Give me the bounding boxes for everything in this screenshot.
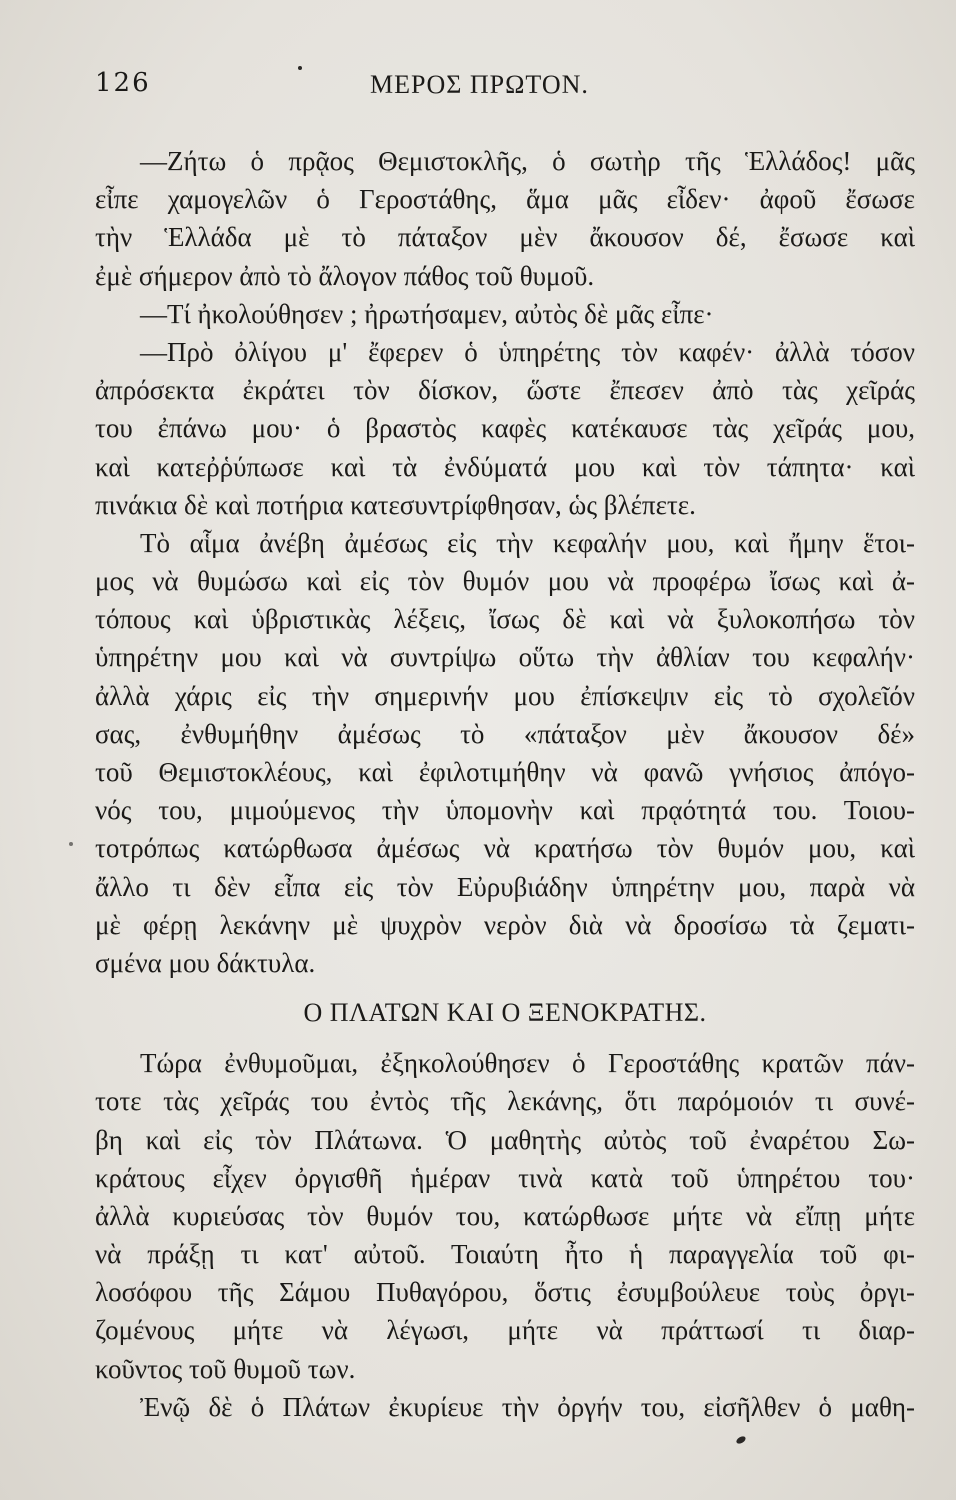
page-header xyxy=(95,68,835,108)
text-line: μὲ φέρῃ λεκάνην μὲ ψυχρὸν νερὸν διὰ νὰ δροσίσω τὰ ζεματι- xyxy=(95,909,915,940)
text-line: κράτους εἶχεν ὀργισθῆ ἡμέραν τινὰ κατὰ τοῦ ὑπηρέτου του· xyxy=(95,1162,915,1193)
section-heading: Ο ΠΛΑΤΩΝ ΚΑΙ Ο ΞΕΝΟΚΡΑΤΗΣ. xyxy=(303,998,707,1028)
body-text xyxy=(95,142,915,1426)
text-line: ἀλλὰ κυριεύσας τὸν θυμόν του, κατώρθωσε μήτε νὰ εἴπῃ μήτε xyxy=(95,1200,915,1231)
ink-speck xyxy=(735,1435,747,1445)
text-line: νὰ πράξῃ τι κατ' αὐτοῦ. Τοιαύτη ἦτο ἡ παραγγελία τοῦ φι- xyxy=(95,1239,915,1270)
text-line: Ἐνῷ δὲ ὁ Πλάτων ἐκυρίευε τὴν ὀργήν του, εἰσῆλθεν ὁ μαθη- xyxy=(140,1391,915,1422)
text-line: καὶ κατεῤῥύπωσε καὶ τὰ ἐνδύματά μου καὶ τὸν τάπητα· καὶ xyxy=(95,451,915,482)
text-line: ὑπηρέτην μου καὶ νὰ συντρίψω οὕτω τὴν ἀθλίαν του κεφαλήν· xyxy=(95,642,915,673)
text-line: Τώρα ἐνθυμοῦμαι, ἐξηκολούθησεν ὁ Γεροστάθης κρατῶν πάν- xyxy=(140,1048,915,1079)
text-line: τοῦ Θεμιστοκλέους, καὶ ἐφιλοτιμήθην νὰ φανῶ γνήσιος ἀπόγο- xyxy=(95,757,915,787)
text-line: εἶπε χαμογελῶν ὁ Γεροστάθης, ἅμα μᾶς εἶδεν· ἀφοῦ ἔσωσε xyxy=(95,184,915,215)
text-line: ζομένους μήτε νὰ λέγωσι, μήτε νὰ πράττωσί τι διαρ- xyxy=(95,1315,915,1346)
text-line: κοῦντος τοῦ θυμοῦ των. xyxy=(95,1353,356,1384)
text-line: σας, ἐνθυμήθην ἀμέσως τὸ «πάταξον μὲν ἄκουσον δέ» xyxy=(95,718,915,749)
text-line: —Πρὸ ὀλίγου μ' ἔφερεν ὁ ὑπηρέτης τὸν καφέν· ἀλλὰ τόσον xyxy=(140,336,915,367)
text-line: τόπους καὶ ὑβριστικὰς λέξεις, ἴσως δὲ καὶ νὰ ξυλοκοπήσω τὸν xyxy=(95,604,915,635)
ink-speck xyxy=(298,66,302,70)
text-line: τοτρόπως κατώρθωσα ἀμέσως νὰ κρατήσω τὸν θυμόν μου, καὶ xyxy=(95,833,915,864)
text-line: ἀλλὰ χάρις εἰς τὴν σημερινήν μου ἐπίσκεψιν εἰς τὸ σχολεῖόν xyxy=(95,680,915,711)
text-line: σμένα μου δάκτυλα. xyxy=(95,947,316,978)
text-line: τοτε τὰς χεῖράς του ἐντὸς τῆς λεκάνης, ὅτι παρόμοιόν τι συνέ- xyxy=(95,1086,915,1117)
text-line: ἄλλο τι δὲν εἶπα εἰς τὸν Εὐρυβιάδην ὑπηρέτην μου, παρὰ νὰ xyxy=(95,871,915,902)
text-line: λοσόφου τῆς Σάμου Πυθαγόρου, ὅστις ἐσυμβούλευε τοὺς ὀργι- xyxy=(95,1277,915,1308)
text-line: πινάκια δὲ καὶ ποτήρια κατεσυντρίφθησαν, ὡς βλέπετε. xyxy=(95,489,696,520)
page-number: 126 xyxy=(95,68,151,98)
text-line: του ἐπάνω μου· ὁ βραστὸς καφὲς κατέκαυσε τὰς χεῖράς μου, xyxy=(95,413,915,444)
text-line: βη καὶ εἰς τὸν Πλάτωνα. Ὁ μαθητὴς αὐτὸς τοῦ ἐναρέτου Σω- xyxy=(95,1124,915,1155)
text-line: ἐμὲ σήμερον ἀπὸ τὸ ἄλογον πάθος τοῦ θυμοῦ. xyxy=(95,260,595,291)
ink-speck xyxy=(69,842,73,846)
text-line: —Τί ἠκολούθησεν ; ἠρωτήσαμεν, αὐτὸς δὲ μᾶς εἶπε· xyxy=(140,298,714,329)
text-line: Τὸ αἷμα ἀνέβη ἀμέσως εἰς τὴν κεφαλήν μου, καὶ ἤμην ἕτοι- xyxy=(140,527,915,558)
text-line: ἀπρόσεκτα ἐκράτει τὸν δίσκον, ὥστε ἔπεσεν ἀπὸ τὰς χεῖράς xyxy=(95,375,915,406)
text-line: —Ζήτω ὁ πρᾷος Θεμιστοκλῆς, ὁ σωτὴρ τῆς Ἑλλάδος! μᾶς xyxy=(140,146,915,176)
text-line: τὴν Ἑλλάδα μὲ τὸ πάταξον μὲν ἄκουσον δέ, ἔσωσε καὶ xyxy=(95,222,915,253)
text-line: νός του, μιμούμενος τὴν ὑπομονὴν καὶ πρᾳότητά του. Τοιου- xyxy=(95,795,915,826)
running-title: ΜΕΡΟΣ ΠΡΩΤΟΝ. xyxy=(370,70,589,99)
text-line: μος νὰ θυμώσω καὶ εἰς τὸν θυμόν μου νὰ προφέρω ἴσως καὶ ἀ- xyxy=(95,566,915,597)
